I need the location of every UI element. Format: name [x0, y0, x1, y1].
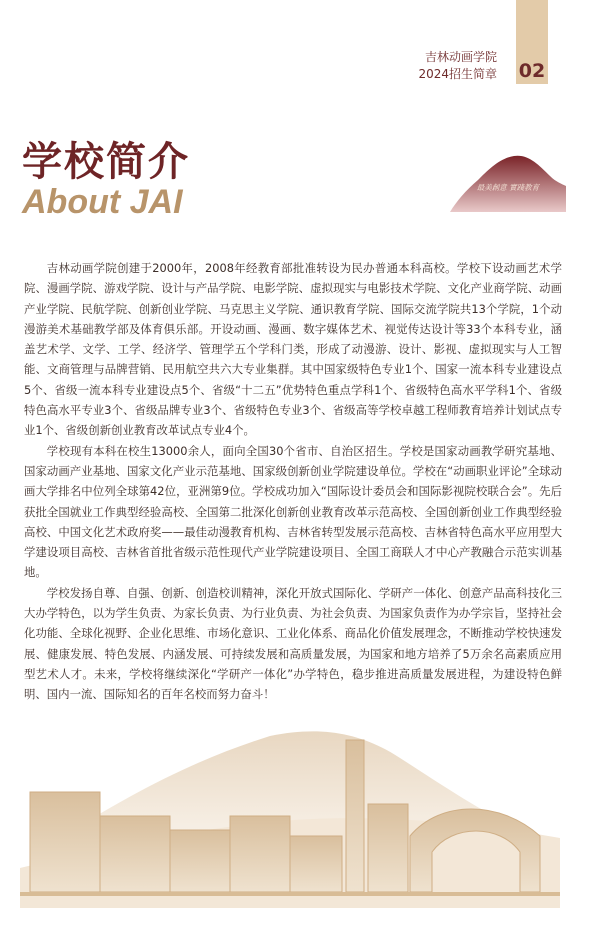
brochure-title: 2024招生简章	[418, 67, 497, 81]
intro-paragraph: 吉林动画学院创建于2000年，2008年经教育部批准转设为民办普通本科高校。学校下设动画艺术学院、漫画学院、游戏学院、设计与产品学院、电影学院、虚拟现实与电影技术学院、文化产业商学院、动画产业学院、民航学院、创新创业学院、马克思主义学院、通识教育学院、国际交流学院共13个学院，1个动漫游美术基础教学部及体育俱乐部。开设动画、漫画、数字媒体艺术、视觉传达设计等33个本科专业，涵盖艺术学、文学、工学、经济学、管理学五个学科门类，形成了动漫游、设计、影视、虚拟现实与人工智能、文商管理与品牌营销、民用航空共六大专业集群。其中国家级特色专业1个、国家一流本科专业建设点5个、省级一流本科专业建设点5个、省级“十二五”优势特色重点学科1个、省级特色高水平学科1个、省级特色高水平专业3个、省级品牌专业3个、省级特色专业3个、省级高等学校卓越工程师教育培养计划试点专业1个、省级创新创业教育改革试点专业4个。	[24, 261, 562, 438]
mountain-calligraphy-illustration	[448, 150, 568, 220]
section-title-cn: 学校简介	[22, 138, 190, 185]
intro-paragraph: 学校发扬自尊、自强、创新、创造校训精神，深化开放式国际化、学研产一体化、创意产品高科技化三大办学特色，以为学生负责、为家长负责、为行业负责、为社会负责、为国家负责作为办学宗旨，坚持社会化功能、全球化视野、企业化思维、市场化意识、工业化体系、商品化价值发展理念，不断推动学校快速发展、健康发展、特色发展、内涵发展、可持续发展和高质量发展，为国家和地方培养了5万余名高素质应用型艺术人才。未来，学校将继续深化“学研产一体化”办学特色，稳步推进高质量发展进程，为建设特色鲜明、国内一流、国际知名的百年名校而努力奋斗！	[24, 585, 562, 702]
introduction-body	[24, 258, 562, 705]
page-number: 02	[518, 60, 546, 82]
campus-skyline-illustration	[20, 718, 560, 908]
brochure-header	[418, 49, 497, 83]
intro-paragraph: 学校现有本科在校生13000余人，面向全国30个省市、自治区招生。学校是国家动画教学研究基地、国家动画产业基地、国家文化产业示范基地、国家级创新创业学院建设单位。学校在“动画职业评论”全球动画大学排名中位列全球第42位，亚洲第9位。学校成功加入“国际设计委员会和国际影视院校联合会”。先后获批全国就业工作典型经验高校、全国第二批深化创新创业教育改革示范高校、全国创新创业工作典型经验高校、中国文化艺术政府奖——最佳动漫教育机构、吉林省转型发展示范高校、吉林省特色高水平应用型大学建设项目高校、吉林省首批省级示范性现代产业学院建设项目、全国工商联人才中心产教融合示范实训基地。	[24, 443, 562, 580]
school-name: 吉林动画学院	[424, 50, 497, 64]
section-title-en: About JAI	[22, 183, 183, 221]
calligraphy-text: 最美創意 實踐教育	[476, 183, 540, 192]
